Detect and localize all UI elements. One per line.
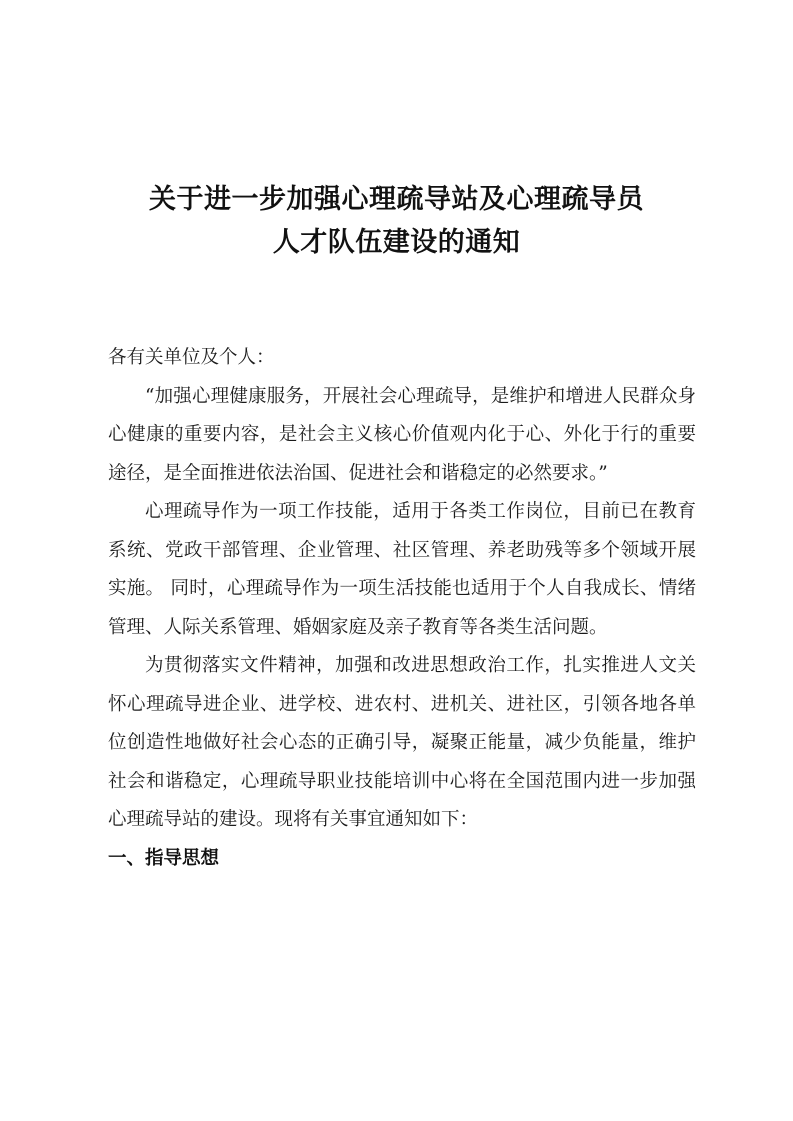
paragraph-quote: “加强心理健康服务，开展社会心理疏导，是维护和增进人民群众身心健康的重要内容，是社会主义核心价值观内化于心、外化于行的重要途径，是全面推进依法治国、促进社会和谐稳定的必然要求。” [108, 385, 696, 484]
section-heading: 一、指导思想 [108, 847, 220, 869]
paragraph-purpose: 为贯彻落实文件精神，加强和改进思想政治工作，扎实推进人文关怀心理疏导进企业、进学校、进农村、进机关、进社区，引领各地各单位创造性地做好社会心态的正确引导，凝聚正能量，减少负能量，维护社会和谐稳定，心理疏导职业技能培训中心将在全国范围内进一步加强心理疏导站的建设。现将有关事宜通知如下： [108, 655, 696, 830]
paragraph-skills: 心理疏导作为一项工作技能，适用于各类工作岗位，目前已在教育系统、党政干部管理、企业管理、社区管理、养老助残等多个领域开展实施。 同时，心理疏导作为一项生活技能也适用于个人自我成长、情绪管理、人际关系管理、婚姻家庭及亲子教育等各类生活问题。 [108, 501, 696, 638]
document-title [0, 178, 793, 264]
title-line-1: 关于进一步加强心理疏导站及心理疏导员 [149, 184, 644, 215]
salutation: 各有关单位及个人： [108, 347, 275, 368]
title-line-2: 人才队伍建设的通知 [272, 227, 521, 258]
document-body [108, 339, 696, 878]
